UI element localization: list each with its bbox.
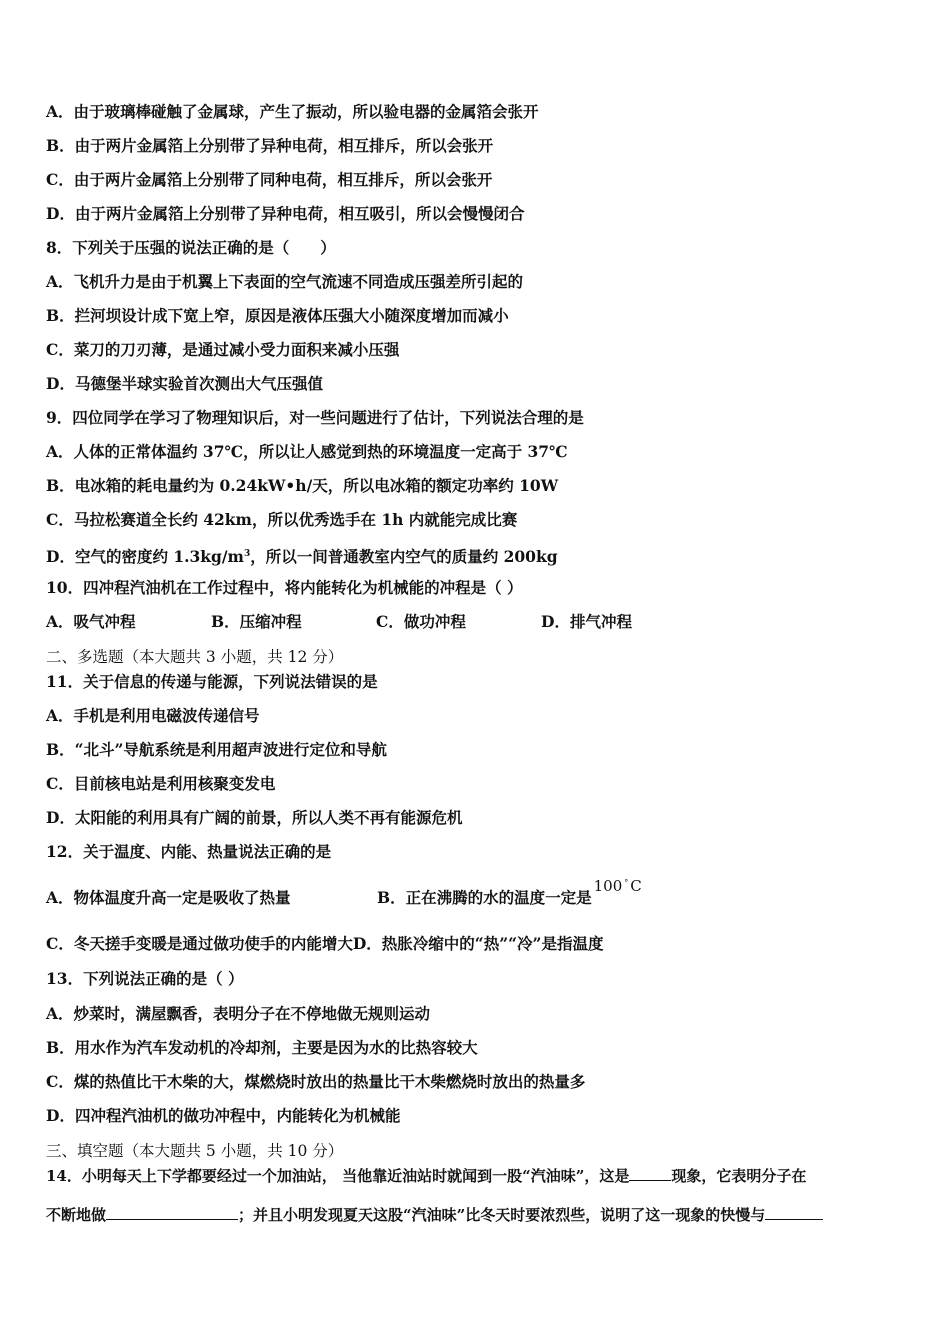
q9-stem: 9．四位同学在学习了物理知识后，对一些问题进行了估计，下列说法合理的是 <box>46 408 584 427</box>
q10-option-b: B．压缩冲程 <box>211 612 302 631</box>
q14-part1: 14．小明每天上下学都要经过一个加油站， 当他靠近油站时就闻到一股“汽油味”，这是 <box>46 1167 630 1185</box>
q14-part4: ；并且小明发现夏天这股“汽油味”比冬天时要浓烈些，说明了这一现象的快慢与 <box>238 1206 766 1224</box>
degree-symbol-icon: ° <box>624 878 629 887</box>
q7-option-d: D．由于两片金属箔上分别带了异种电荷，相互吸引，所以会慢慢闭合 <box>46 204 525 223</box>
q11-option-b: B．“北斗”导航系统是利用超声波进行定位和导航 <box>46 740 387 759</box>
q13-option-b: B．用水作为汽车发动机的冷却剂，主要是因为水的比热容较大 <box>46 1038 478 1057</box>
q10-option-c: C．做功冲程 <box>376 612 466 631</box>
q12-stem: 12．关于温度、内能、热量说法正确的是 <box>46 842 332 861</box>
section-heading-multi-choice: 二、多选题（本大题共 3 小题，共 12 分） <box>46 648 344 666</box>
q11-option-d: D．太阳能的利用具有广阔的前景，所以人类不再有能源危机 <box>46 808 463 827</box>
q10-option-d: D．排气冲程 <box>541 612 632 631</box>
q14-blank-3 <box>765 1205 823 1220</box>
q13-option-c: C．煤的热值比干木柴的大，煤燃烧时放出的热量比干木柴燃烧时放出的热量多 <box>46 1072 586 1091</box>
q8-option-b: B．拦河坝设计成下宽上窄，原因是液体压强大小随深度增加而减小 <box>46 306 509 325</box>
q11-option-c: C．目前核电站是利用核聚变发电 <box>46 774 276 793</box>
q7-option-b: B．由于两片金属箔上分别带了异种电荷，相互排斥，所以会张开 <box>46 136 494 155</box>
q9-d-pre: D．空气的密度约 1.3kg/m <box>46 547 244 567</box>
q10-option-a: A．吸气冲程 <box>46 612 136 631</box>
q12-option-b <box>377 877 642 911</box>
q9-d-sup: 3 <box>243 549 251 559</box>
q13-stem: 13．下列说法正确的是（ ） <box>46 969 244 988</box>
q14-line-1 <box>46 1166 806 1186</box>
q11-stem: 11．关于信息的传递与能源，下列说法错误的是 <box>46 672 378 691</box>
q13-option-a: A．炒菜时，满屋飘香，表明分子在不停地做无规则运动 <box>46 1004 431 1023</box>
q14-blank-2 <box>106 1205 238 1220</box>
q8-option-d: D．马德堡半球实验首次测出大气压强值 <box>46 374 323 393</box>
q8-option-a: A．飞机升力是由于机翼上下表面的空气流速不同造成压强差所引起的 <box>46 272 524 291</box>
q12-option-a: A．物体温度升高一定是吸收了热量 <box>46 888 291 907</box>
q14-blank-1 <box>629 1166 671 1181</box>
section-heading-fill-in: 三、填空题（本大题共 5 小题，共 10 分） <box>46 1142 344 1160</box>
q11-option-a: A．手机是利用电磁波传递信号 <box>46 706 260 725</box>
q9-d-post: ，所以一间普通教室内空气的质量约 200kg <box>250 547 558 567</box>
q10-stem: 10．四冲程汽油机在工作过程中，将内能转化为机械能的冲程是（ ） <box>46 578 523 597</box>
q12-boiling-value <box>594 877 642 895</box>
q8-option-c: C．菜刀的刀刃薄，是通过减小受力面积来减小压强 <box>46 340 400 359</box>
q7-option-a: A．由于玻璃棒碰触了金属球，产生了振动，所以验电器的金属箔会张开 <box>46 102 539 121</box>
q9-option-b: B．电冰箱的耗电量约为 0.24kW•h/天，所以电冰箱的额定功率约 10W <box>46 476 559 495</box>
q12-boiling-number: 100 <box>593 877 623 895</box>
q14-part3: 不断地做 <box>46 1206 107 1224</box>
q9-option-d <box>46 544 558 567</box>
q12-options-cd: C．冬天搓手变暖是通过做功使手的内能增大D．热胀冷缩中的“热”“冷”是指温度 <box>46 934 604 953</box>
q9-option-a: A．人体的正常体温约 37℃，所以让人感觉到热的环境温度一定高于 37℃ <box>46 442 568 461</box>
q13-option-d: D．四冲程汽油机的做功冲程中，内能转化为机械能 <box>46 1106 401 1125</box>
q9-option-c: C．马拉松赛道全长约 42km，所以优秀选手在 1h 内就能完成比赛 <box>46 510 518 529</box>
q7-option-c: C．由于两片金属箔上分别带了同种电荷，相互排斥，所以会张开 <box>46 170 493 189</box>
q12-option-b-text: B．正在沸腾的水的温度一定是 <box>377 888 592 907</box>
q12-boiling-unit: C <box>630 877 642 895</box>
q8-stem: 8．下列关于压强的说法正确的是（ ） <box>46 238 336 257</box>
q14-part2: 现象，它表明分子在 <box>671 1167 807 1185</box>
q14-line-2 <box>46 1205 823 1225</box>
